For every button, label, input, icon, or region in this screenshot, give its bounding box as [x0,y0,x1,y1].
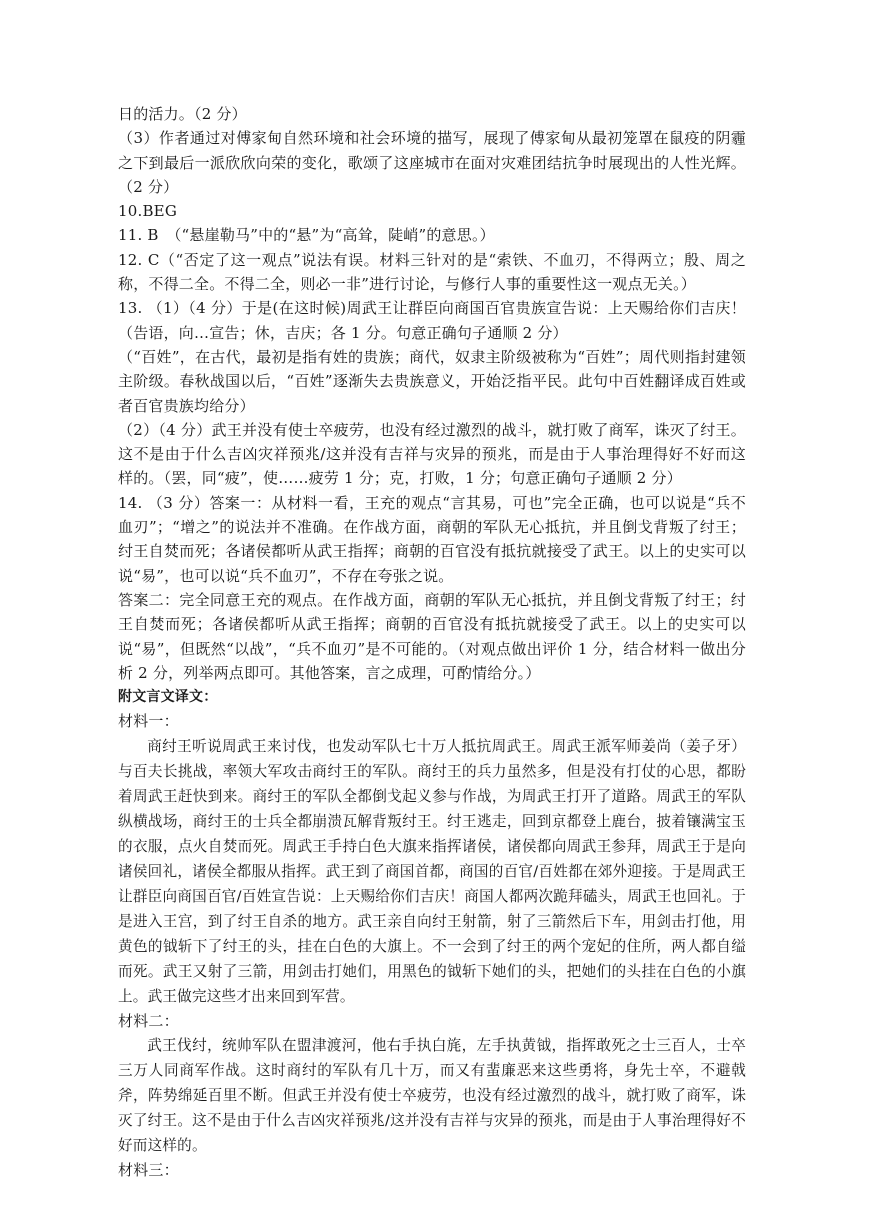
answer-9-3: （3）作者通过对傅家甸自然环境和社会环境的描写，展现了傅家甸从最初笼罩在鼠疫的阴霾之下到最后一派欣欣向荣的变化，歌颂了这座城市在面对灾难团结抗争时展现出的人性光辉。（2 分） [118,129,746,196]
document-page [118,102,746,1182]
appendix-heading: 附文言文译文： [118,689,218,706]
material-1-text: 商纣王听说周武王来讨伐，也发动军队七十万人抵抗周武王。周武王派军师姜尚（姜子牙）与百夫长挑战，率领大军攻击商纣王的军队。商纣王的兵力虽然多，但是没有打仗的心思，都盼着周武王赶快到来。商纣王的军队全都倒戈起义参与作战，为周武王打开了道路。周武王的军队纵横战场，商纣王的士兵全都崩溃瓦解背叛纣王。纣王逃走，回到京都登上鹿台，披着镶满宝玉的衣服，点火自焚而死。周武王手持白色大旗来指挥诸侯，诸侯都向周武王参拜，周武王于是向诸侯回礼，诸侯全都服从指挥。武王到了商国首都，商国的百官/百姓都在郊外迎接。于是周武王让群臣向商国百官/百姓宣告说：上天赐给你们吉庆！商国人都两次跪拜磕头，周武王也回礼。于是进入王宫，到了纣王自杀的地方。武王亲自向纣王射箭，射了三箭然后下车，用剑击打他，用黄色的钺斩下了纣王的头，挂在白色的大旗上。不一会到了纣王的两个宠妃的住所，两人都自缢而死。武王又射了三箭，用剑击打她们，用黑色的钺斩下她们的头，把她们的头挂在白色的小旗上。武王做完这些才出来回到军营。 [118,737,746,1005]
answer-14-option-1: 14. （3 分）答案一：从材料一看，王充的观点“言其易，可也”完全正确，也可以说是“兵不血刃”；“增之”的说法并不准确。在作战方面，商朝的军队无心抵抗，并且倒戈背叛了纣王；纣王自焚而死；各诸侯都听从武王指挥；商朝的百官没有抵抗就接受了武王。以上的史实可以说“易”，也可以说“兵不血刃”，不存在夸张之说。 [118,493,746,585]
answer-10: 10.BEG [118,202,178,221]
answer-13-2: （2）（4 分）武王并没有使士卒疲劳，也没有经过激烈的战斗，就打败了商军，诛灭了纣王。这不是由于什么吉凶灾祥预兆/这并没有吉祥与灾异的预兆，而是由于人事治理得好不好而这样的。（罢，同“疲”，使……疲劳 1 分；克，打败，1 分；句意正确句子通顺 2 分） [118,420,746,488]
material-1-title: 材料一： [118,712,179,731]
material-3-title: 材料三： [118,1161,179,1180]
answer-13-1: 13. （1）（4 分）于是(在这时候)周武王让群臣向商国百官贵族宣告说：上天赐给你们吉庆！（告语，向…宣告；休，吉庆；各 1 分。句意正确句子通顺 2 分） [118,299,746,342]
answer-12: 12. C（“否定了这一观点”说法有误。材料三针对的是“索铁、不血刃，不得两立；殷、周之称，不得二全。不得二全，则必一非”进行讨论，与修行人事的重要性这一观点无关。） [118,250,746,294]
answer-9-2-tail: 日的活力。（2 分） [118,105,247,123]
answer-13-1-note: （“百姓”，在古代，最初是指有姓的贵族；商代，奴隶主阶级被称为“百姓”；周代则指封建领主阶级。春秋战国以后，“百姓”逐渐失去贵族意义，开始泛指平民。此句中百姓翻译成百姓或者百官贵族均给分） [118,347,746,415]
answer-14-option-2: 答案二：完全同意王充的观点。在作战方面，商朝的军队无心抵抗，并且倒戈背叛了纣王；纣王自焚而死；各诸侯都听从武王指挥；商朝的百官没有抵抗就接受了武王。以上的史实可以说“易”，但既然“以战”，“兵不血刃”是不可能的。（对观点做出评价 1 分，结合材料一做出分析 2 分，列举两点即可。其他答案，言之成理，可酌情给分。） [118,590,746,682]
answer-11: 11. B （“悬崖勒马”中的“悬”为“高耸，陡峭”的意思。） [118,226,495,245]
material-2-text: 武王伐纣，统帅军队在盟津渡河，他右手执白旄，左手执黄钺，指挥敢死之士三百人，士卒三万人同商军作战。这时商纣的军队有几十万，而又有蜚廉恶来这些勇将，身先士卒，不避戟斧，阵势绵延百里不断。但武王并没有使士卒疲劳，也没有经过激烈的战斗，就打败了商军，诛灭了纣王。这不是由于什么吉凶灾祥预兆/这并没有吉祥与灾异的预兆，而是由于人事治理得好不好而这样的。 [118,1037,746,1155]
material-2-title: 材料二： [118,1011,179,1030]
